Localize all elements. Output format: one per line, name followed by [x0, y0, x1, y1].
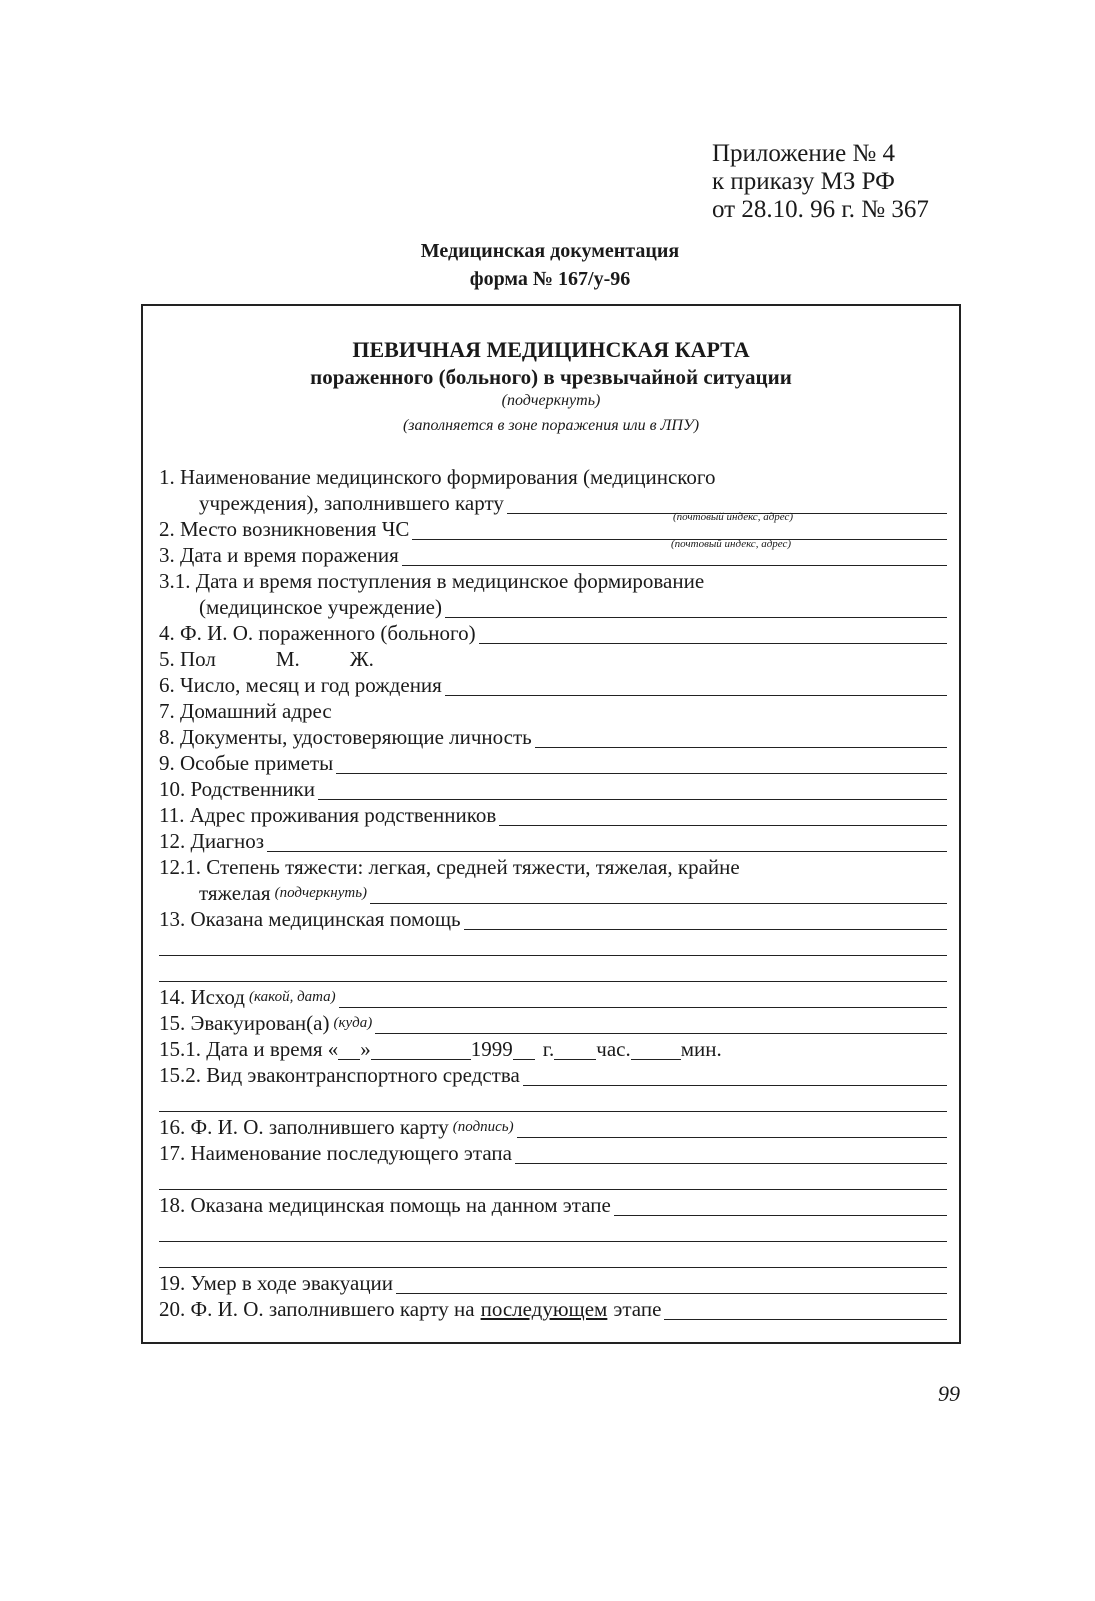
field-14-blank[interactable] [339, 989, 947, 1008]
field-15-1-hours: час. [596, 1037, 631, 1061]
field-20-label-c: этапе [613, 1297, 662, 1321]
field-6 [159, 670, 947, 696]
field-15-1-g: г. [542, 1037, 555, 1061]
field-18-extra-line-2[interactable] [159, 1242, 947, 1268]
field-20 [159, 1294, 947, 1320]
field-3 [159, 540, 947, 566]
sex-female-option[interactable]: Ж. [349, 647, 374, 671]
field-1 [159, 462, 947, 488]
field-15-blank[interactable] [375, 1015, 947, 1034]
minute-blank[interactable] [631, 1041, 681, 1060]
field-4 [159, 618, 947, 644]
document-header [330, 237, 770, 293]
field-15-2-extra-line[interactable] [159, 1086, 947, 1112]
field-1-label-a: 1. Наименование медицинского формирования (медицинского [159, 465, 716, 489]
field-6-label: 6. Число, месяц и год рождения [159, 673, 442, 697]
field-15-1-minutes: мин. [680, 1037, 722, 1061]
field-19 [159, 1268, 947, 1294]
field-16 [159, 1112, 947, 1138]
appendix-line-3: от 28.10. 96 г. № 367 [712, 196, 929, 223]
field-10-label: 10. Родственники [159, 777, 316, 801]
field-14 [159, 982, 947, 1008]
field-15-label: 15. Эвакуирован(а) [159, 1011, 330, 1035]
field-2-hint: (почтовый индекс, адрес) [671, 538, 792, 550]
appendix-line-1: Приложение № 4 [712, 140, 896, 167]
field-15-1 [159, 1034, 947, 1060]
field-17-blank[interactable] [515, 1145, 947, 1164]
field-17 [159, 1138, 947, 1164]
field-16-hint: (подпись) [452, 1119, 514, 1135]
field-3-blank[interactable] [402, 547, 947, 566]
field-15 [159, 1008, 947, 1034]
field-9-label: 9. Особые приметы [159, 751, 334, 775]
field-18-extra-line-1[interactable] [159, 1216, 947, 1242]
field-2 [159, 514, 947, 540]
field-12-1-blank[interactable] [370, 885, 947, 904]
field-3-1-label-b: (медицинское учреждение) [199, 595, 442, 619]
page-number: 99 [938, 1381, 960, 1406]
field-12-1 [159, 852, 947, 878]
field-12-1-hint: (подчеркнуть) [274, 885, 368, 901]
field-3-1-blank[interactable] [445, 599, 947, 618]
field-15-2-blank[interactable] [523, 1067, 947, 1086]
field-14-label: 14. Исход [159, 985, 245, 1009]
sex-male-option[interactable]: М. [275, 647, 300, 671]
month-blank[interactable] [371, 1041, 471, 1060]
field-15-2 [159, 1060, 947, 1086]
field-20-label-a: 20. Ф. И. О. заполнившего карту на [159, 1297, 475, 1321]
field-11-label: 11. Адрес проживания родственников [159, 803, 497, 827]
field-1-blank[interactable] [507, 495, 947, 514]
field-18 [159, 1190, 947, 1216]
field-20-label-b: последующем [480, 1297, 608, 1321]
field-13-blank[interactable] [464, 911, 947, 930]
field-2-blank[interactable] [412, 521, 947, 540]
field-17-label: 17. Наименование последующего этапа [159, 1141, 512, 1165]
field-14-hint: (какой, дата) [249, 989, 336, 1005]
field-15-hint: (куда) [333, 1015, 373, 1031]
card-note-fill-location: (заполняется в зоне поражения или в ЛПУ) [402, 417, 700, 434]
field-8-blank[interactable] [535, 729, 947, 748]
medical-card [141, 304, 961, 1344]
field-2-label: 2. Место возникновения ЧС [159, 517, 410, 541]
field-16-blank[interactable] [517, 1119, 947, 1138]
field-12 [159, 826, 947, 852]
field-17-extra-line[interactable] [159, 1164, 947, 1190]
field-10 [159, 774, 947, 800]
field-19-label: 19. Умер в ходе эвакуации [159, 1271, 394, 1295]
field-18-label: 18. Оказана медицинская помощь на данном этапе [159, 1193, 611, 1217]
day-blank[interactable] [338, 1041, 360, 1060]
field-3-1-cont [159, 592, 947, 618]
field-7-label: 7. Домашний адрес [159, 699, 332, 723]
field-10-blank[interactable] [318, 781, 947, 800]
field-6-blank[interactable] [445, 677, 947, 696]
field-13-extra-line-1[interactable] [159, 930, 947, 956]
card-subtitle: пораженного (больного) в чрезвычайной ситуации [310, 365, 792, 389]
field-18-blank[interactable] [614, 1197, 947, 1216]
field-13-extra-line-2[interactable] [159, 956, 947, 982]
field-4-blank[interactable] [479, 625, 947, 644]
field-1-hint: (почтовый индекс, адрес) [673, 511, 794, 523]
card-title: ПЕВИЧНАЯ МЕДИЦИНСКАЯ КАРТА [352, 337, 750, 362]
field-8-label: 8. Документы, удостоверяющие личность [159, 725, 532, 749]
header-line-1: Медицинская документация [420, 240, 680, 262]
field-4-label: 4. Ф. И. О. пораженного (больного) [159, 621, 476, 645]
field-1-cont [159, 488, 947, 514]
card-note-underline: (подчеркнуть) [501, 392, 601, 409]
field-9-blank[interactable] [336, 755, 947, 774]
appendix-line-2: к приказу МЗ РФ [712, 168, 895, 195]
field-1-label-b: учреждения), заполнившего карту [199, 491, 504, 515]
field-15-1-quote: » [360, 1037, 371, 1061]
field-15-2-label: 15.2. Вид эваконтранспортного средства [159, 1063, 520, 1087]
field-11-blank[interactable] [499, 807, 947, 826]
field-9 [159, 748, 947, 774]
field-11 [159, 800, 947, 826]
field-5 [159, 644, 947, 670]
card-fields [159, 462, 947, 1320]
field-12-label: 12. Диагноз [159, 829, 265, 853]
header-line-2: форма № 167/у-96 [469, 268, 631, 290]
field-12-1-label-b: тяжелая [199, 881, 271, 905]
field-3-1-label-a: 3.1. Дата и время поступления в медицинское формирование [159, 569, 705, 593]
field-7 [159, 696, 947, 722]
appendix-block [712, 140, 929, 224]
field-12-blank[interactable] [267, 833, 947, 852]
field-19-blank[interactable] [396, 1275, 947, 1294]
field-16-label: 16. Ф. И. О. заполнившего карту [159, 1115, 449, 1139]
field-13 [159, 904, 947, 930]
field-8 [159, 722, 947, 748]
field-3-1 [159, 566, 947, 592]
year-blank[interactable] [513, 1041, 535, 1060]
field-20-blank[interactable] [664, 1301, 947, 1320]
field-3-label: 3. Дата и время поражения [159, 543, 399, 567]
field-13-label: 13. Оказана медицинская помощь [159, 907, 461, 931]
hour-blank[interactable] [554, 1041, 596, 1060]
field-5-label: 5. Пол [159, 647, 216, 671]
field-12-1-label-a: 12.1. Степень тяжести: легкая, средней тяжести, тяжелая, крайне [159, 855, 740, 879]
field-12-1-cont [159, 878, 947, 904]
field-15-1-year: 1999 [470, 1037, 513, 1061]
field-15-1-label: 15.1. Дата и время « [159, 1037, 339, 1061]
